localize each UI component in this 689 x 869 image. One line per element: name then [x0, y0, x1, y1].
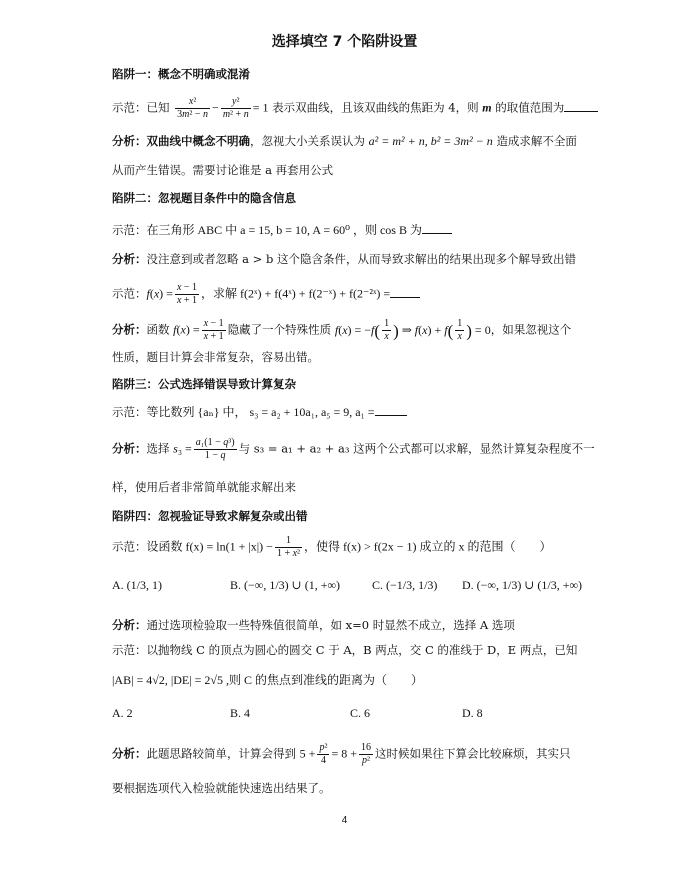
example-4a: 示范：设函数 f(x) = ln(1 + |x|) − $\frac{1}{\text{1 + x²}}$ ，使得 f(x) > f(2x − 1) 成立的 x 的范围（ ）: [112, 535, 552, 559]
page-title: 选择填空 7 个陷阱设置: [271, 34, 418, 50]
fraction: $\frac{\text{a₁(1 − q³)}}{1 - q}$: [195, 437, 235, 461]
fraction: $\frac{\text{x²}}{\text{3m² − n}}$: [177, 96, 209, 120]
analysis-1-cont: 从而产生错误。需要讨论谁是 a 再套用公式: [112, 163, 334, 177]
section-heading-4: 陷阱四：忽视验证导致求解复杂或出错: [112, 509, 308, 523]
fraction: $\frac{\text{p²}}{4}$: [319, 742, 328, 766]
answer-blank: [422, 223, 452, 234]
analysis-2b-cont: 性质，题目计算会非常复杂，容易出错。: [112, 350, 319, 364]
option-b: B. (−∞, 1/3) ∪ (1, +∞): [230, 578, 341, 592]
option-a: A. (1/3, 1): [112, 578, 162, 592]
example-label: 示范：: [112, 100, 147, 115]
fraction: $\frac{1}{x}$: [457, 318, 463, 342]
example-4b: 示范：以抛物线 C 的顶点为圆心的圆交 C 于 A，B 两点，交 C 的准线于 D，E 两点，已知: [112, 643, 578, 657]
analysis-2a: 分析：没注意到或者忽略 a > b 这个隐含条件，从而导致求解出的结果出现多个解导致出错: [112, 252, 576, 266]
option-d: D. 8: [462, 706, 483, 720]
fraction: $\frac{\text{y²}}{\text{m² + n}}$: [222, 96, 249, 120]
analysis-4b: 分析：此题思路较简单，计算会得到 5 + $\frac{\text{p²}}{4}$ = 8 + $\frac{16}{\text{p²}}$ 这时候如果往下算会比较麻烦，其实只: [112, 742, 571, 766]
fraction: $\frac{16}{\text{p²}}$: [360, 742, 371, 766]
example-3: 示范：等比数列 {aₙ} 中， s₃ = a₂ + 10a₁, a₅ = 9, a₁ =: [112, 404, 599, 420]
option-d: D. (−∞, 1/3) ∪ (1/3, +∞): [462, 578, 583, 592]
option-c: C. 6: [350, 706, 371, 720]
answer-blank: [564, 101, 598, 112]
section-heading-2: 陷阱二：忽视题目条件中的隐含信息: [112, 191, 296, 205]
section-heading-1: 陷阱一：概念不明确或混淆: [112, 67, 250, 81]
fraction: $\frac{1}{\text{1 + x²}}$: [276, 535, 301, 559]
answer-blank: [390, 287, 420, 298]
analysis-4a: 分析：通过选项检验取一些特殊值很简单，如 x=0 时显然不成立，选择 A 选项: [112, 618, 515, 632]
example-1: 示范：已知 $\frac{\text{x²}}{\text{3m² − n}}$ − $\frac{\text{y²}}{\text{m² + n}}$ = 1 表示双曲线，且该双曲线的焦距为 4，则 m 的取值范围为: [112, 96, 599, 121]
analysis-4b-cont: 要根据选项代入检验就能快速选出结果了。: [112, 781, 331, 795]
analysis-1: 分析：双曲线中概念不明确，忽视大小关系误认为 a² = m² + n, b² = 3m² − n 造成求解不全面: [112, 134, 577, 148]
example-2a: 示范：在三角形 ABC 中 a = 15, b = 10, A = 60⁰ ，则 cos B 为: [112, 222, 599, 238]
section-heading-3: 陷阱三：公式选择错误导致计算复杂: [112, 377, 296, 391]
option-c: C. (−1/3, 1/3): [372, 578, 438, 592]
fraction: $\frac{x - 1}{x + 1}$: [176, 282, 198, 306]
analysis-3-cont: 样，使用后者非常简单就能求解出来: [112, 480, 296, 494]
analysis-2b: 分析：函数 f(x) = $\frac{x - 1}{x + 1}$ 隐藏了一个特殊性质 f(x) = −f( $\frac{1}{x}$ ) ⇒ f(x) + f( $\frac{1}{x}$ ) = 0，如果忽视这个: [112, 318, 572, 342]
option-a: A. 2: [112, 706, 133, 720]
answer-blank: [375, 405, 407, 416]
page-number: 4: [341, 815, 348, 826]
example-4b-cont: |AB| = 4√2, |DE| = 2√5 ,则 C 的焦点到准线的距离为（ ）: [112, 673, 423, 687]
fraction: $\frac{x - 1}{x + 1}$: [203, 318, 224, 342]
example-2b: 示范：f(x) = $\frac{x - 1}{x + 1}$ ，求解 f(2ˣ) + f(4ˣ) + f(2⁻ˣ) + f(2⁻²ˣ) =: [112, 282, 599, 307]
option-b: B. 4: [230, 706, 251, 720]
analysis-3: 分析：选择 s₃ = $\frac{\text{a₁(1 − q³)}}{1 - q}$ 与 s₃ = a₁ + a₂ + a₃ 这两个公式都可以求解，显然计算复杂程度不一: [112, 437, 595, 461]
fraction: $\frac{1}{x}$: [384, 318, 390, 342]
